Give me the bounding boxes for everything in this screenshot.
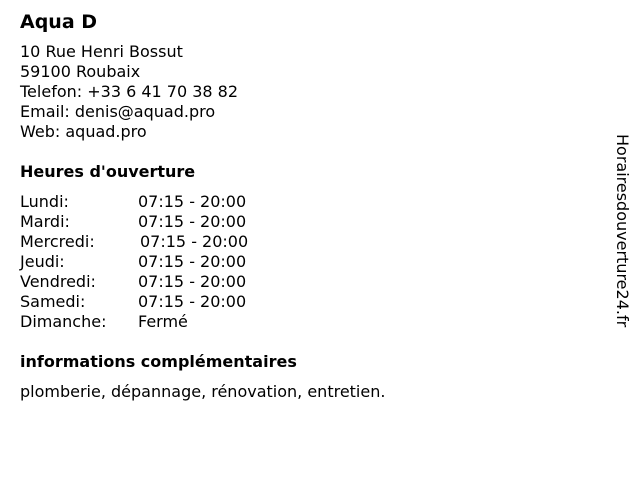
business-name: Aqua D bbox=[20, 11, 98, 33]
hours-day: Jeudi: bbox=[20, 252, 65, 271]
city-postcode: 59100 Roubaix bbox=[20, 62, 141, 81]
opening-hours-heading: Heures d'ouverture bbox=[20, 162, 196, 181]
email-line: Email: denis@aquad.pro bbox=[20, 102, 216, 121]
hours-row-mardi bbox=[20, 212, 580, 232]
additional-info-text: plomberie, dépannage, rénovation, entretien. bbox=[20, 382, 386, 401]
hours-day: Vendredi: bbox=[20, 272, 96, 291]
hours-time: 07:15 - 20:00 bbox=[138, 272, 247, 291]
additional-info-heading: informations complémentaires bbox=[20, 352, 297, 371]
hours-day: Lundi: bbox=[20, 192, 69, 211]
hours-time: 07:15 - 20:00 bbox=[138, 252, 247, 271]
hours-day: Mardi: bbox=[20, 212, 70, 231]
hours-time: 07:15 - 20:00 bbox=[140, 232, 249, 251]
hours-day: Samedi: bbox=[20, 292, 86, 311]
hours-time: 07:15 - 20:00 bbox=[138, 212, 247, 231]
hours-day: Dimanche: bbox=[20, 312, 107, 331]
street-address: 10 Rue Henri Bossut bbox=[20, 42, 183, 61]
site-watermark: Horairesdouverture24.fr bbox=[613, 134, 632, 328]
hours-time: 07:15 - 20:00 bbox=[138, 292, 247, 311]
hours-row-lundi bbox=[20, 192, 580, 212]
address-block bbox=[20, 42, 580, 142]
opening-hours-table bbox=[20, 192, 580, 332]
phone-line: Telefon: +33 6 41 70 38 82 bbox=[20, 82, 239, 101]
hours-time: 07:15 - 20:00 bbox=[138, 192, 247, 211]
hours-row-mercredi bbox=[20, 232, 580, 252]
hours-time: Fermé bbox=[138, 312, 188, 331]
web-line: Web: aquad.pro bbox=[20, 122, 147, 141]
hours-day: Mercredi: bbox=[20, 232, 95, 251]
hours-row-dimanche bbox=[20, 312, 580, 332]
business-card bbox=[20, 10, 580, 402]
hours-row-jeudi bbox=[20, 252, 580, 272]
hours-row-samedi bbox=[20, 292, 580, 312]
hours-row-vendredi bbox=[20, 272, 580, 292]
